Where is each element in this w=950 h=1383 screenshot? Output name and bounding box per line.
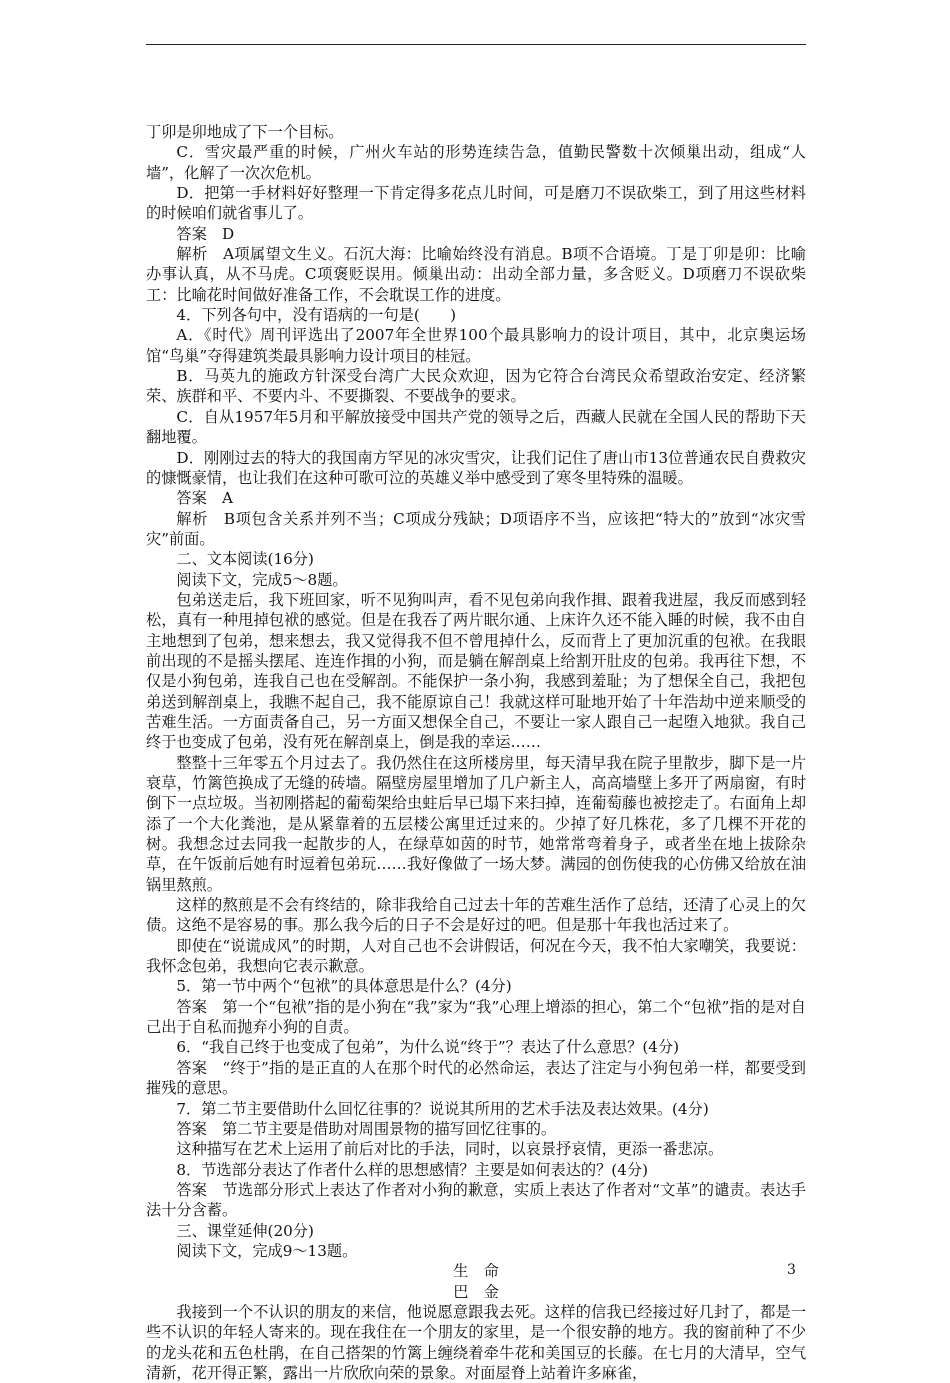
paragraph: 答案 节选部分形式上表达了作者对小狗的歉意，实质上表达了作者对“文革”的谴责。表达手法十分含蓄。 (146, 1180, 806, 1220)
paragraph: 阅读下文，完成9～13题。 (176, 1241, 358, 1260)
centered-heading: 巴 金 (453, 1282, 499, 1301)
paragraph: 答案 第二节主要是借助对周围景物的描写回忆往事的。 (176, 1119, 557, 1138)
paragraph: 阅读下文，完成5～8题。 (176, 570, 348, 589)
paragraph: 即使在“说谎成风”的时期，人对自己也不会讲假话，何况在今天，我不怕大家嘲笑，我要说：我怀念包弟，我想向它表示歉意。 (146, 936, 806, 976)
paragraph: A．《时代》周刊评选出了2007年全世界100个最具影响力的设计项目，其中，北京奥运场馆“鸟巢”夺得建筑类最具影响力设计项目的桂冠。 (146, 326, 806, 365)
paragraph: 6．“我自己终于也变成了包弟”，为什么说“终于”？表达了什么意思？(4分) (176, 1038, 680, 1057)
paragraph: B．马英九的施政方针深受台湾广大民众欢迎，因为它符合台湾民众希望政治安定、经济繁荣、族群和平、不要内斗、不要撕裂、不要战争的要求。 (146, 367, 806, 406)
paragraph: 我接到一个不认识的朋友的来信，他说愿意跟我去死。这样的信我已经接过好几封了，都是一些不认识的年轻人寄来的。现在我住在一个朋友的家里，是一个很安静的地方。我的窗前种了不少的龙头花和五色杜鹃，在自己搭架的竹篱上缠绕着牵牛花和美国豆的长藤。在七月的大清早，空气清新，花开得正繁，露出一片欣欣向荣的景象。对面屋脊上站着许多麻雀， (146, 1302, 806, 1382)
paragraph: 8．节选部分表达了作者什么样的思想感情？主要是如何表达的？(4分) (176, 1160, 649, 1179)
paragraph: 这样的熬煎是不会有终结的，除非我给自己过去十年的苦难生活作了总结，还清了心灵上的欠债。这绝不是容易的事。那么我今后的日子不会是好过的吧。但是那十年我也活过来了。 (146, 896, 806, 935)
centered-heading: 生 命 (453, 1262, 499, 1281)
paragraph: 答案 “终于”指的是正直的人在那个时代的必然命运，表达了注定与小狗包弟一样，都要受到摧残的意思。 (146, 1058, 806, 1098)
paragraph: D．把第一手材料好好整理一下肯定得多花点儿时间，可是磨刀不误砍柴工，到了用这些材料的时候咱们就省事儿了。 (146, 184, 806, 223)
document-body (146, 122, 806, 1383)
paragraph: 答案 第一个“包袱”指的是小狗在“我”家为“我”心理上增添的担心，第二个“包袱”指的是对自己出于自私而抛弃小狗的自责。 (146, 997, 806, 1037)
paragraph: 丁卯是卯地成了下一个目标。 (146, 123, 344, 141)
paragraph: 解析 A项属望文生义。石沉大海：比喻始终没有消息。B项不合语境。丁是丁卯是卯：比喻办事认真，从不马虎。C项褒贬误用。倾巢出动：出动全部力量，多含贬义。D项磨刀不误砍柴工：比喻花时间做好准备工作，不会耽误工作的进度。 (146, 245, 806, 304)
page-number: 3 (787, 1262, 796, 1278)
paragraph: C．雪灾最严重的时候，广州火车站的形势连续告急，值勤民警数十次倾巢出动，组成“人墙”，化解了一次次危机。 (146, 143, 806, 182)
paragraph: 解析 B项包含关系并列不当；C项成分残缺；D项语序不当，应该把“特大的”放到“冰灾雪灾”前面。 (146, 509, 806, 548)
paragraph: 三、课堂延伸(20分) (176, 1221, 314, 1240)
paragraph: 4．下列各句中，没有语病的一句是( ) (176, 306, 457, 325)
paragraph: D．刚刚过去的特大的我国南方罕见的冰灾雪灾，让我们记住了唐山市13位普通农民自费救灾的慷慨豪情，也让我们在这种可歌可泣的英雄义举中感受到了寒冬里特殊的温暖。 (146, 448, 806, 487)
paragraph: 整整十三年零五个月过去了。我仍然住在这所楼房里，每天清早我在院子里散步，脚下是一片衰草，竹篱笆换成了无缝的砖墙。隔壁房屋里增加了几户新主人，高高墙壁上多开了两扇窗，有时倒下一点垃圾。当初刚搭起的葡萄架给虫蛀后早已塌下来扫掉，连葡萄藤也被挖走了。右面角上却添了一个大化粪池，是从紧靠着的五层楼公寓里迁过来的。少掉了好几株花，多了几棵不开花的树。我想念过去同我一起散步的人，在绿草如茵的时节，她常常弯着身子，或者坐在地上拔除杂草，在午饭前后她有时逗着包弟玩……我好像做了一场大梦。满园的创伤使我的心仿佛又给放在油锅里熬煎。 (146, 753, 806, 894)
paragraph: 答案 A (176, 489, 233, 508)
header-rule (146, 44, 806, 45)
paragraph: 7．第二节主要借助什么回忆往事的？说说其所用的艺术手法及表达效果。(4分) (176, 1099, 709, 1118)
paragraph: 二、文本阅读(16分) (176, 550, 314, 569)
paragraph: 这种描写在艺术上运用了前后对比的手法，同时，以哀景抒哀情，更添一番悲凉。 (176, 1140, 724, 1159)
paragraph: 答案 D (176, 224, 235, 243)
paragraph: 5．第一节中两个“包袱”的具体意思是什么？(4分) (176, 977, 512, 996)
paragraph: C．自从1957年5月和平解放接受中国共产党的领导之后，西藏人民就在全国人民的帮助下天翻地覆。 (146, 407, 806, 447)
paragraph: 包弟送走后，我下班回家，听不见狗叫声，看不见包弟向我作揖、跟着我进屋，我反而感到轻松，真有一种甩掉包袱的感觉。但是在我吞了两片眠尔通、上床许久还不能入睡的时候，我不由自主地想到了包弟，想来想去，我又觉得我不但不曾甩掉什么，反而背上了更加沉重的包袱。在我眼前出现的不是摇头摆尾、连连作揖的小狗，而是躺在解剖桌上给割开肚皮的包弟。我再往下想，不仅是小狗包弟，连我自己也在受解剖。不能保护一条小狗，我感到羞耻；为了想保全自己，我把包弟送到解剖桌上，我瞧不起自己，我不能原谅自己！我就这样可耻地开始了十年浩劫中逆来顺受的苦难生活。一方面责备自己，另一方面又想保全自己，不要让一家人跟自己一起堕入地狱。我自己终于也变成了包弟，没有死在解剖桌上，倒是我的幸运…… (146, 590, 806, 752)
